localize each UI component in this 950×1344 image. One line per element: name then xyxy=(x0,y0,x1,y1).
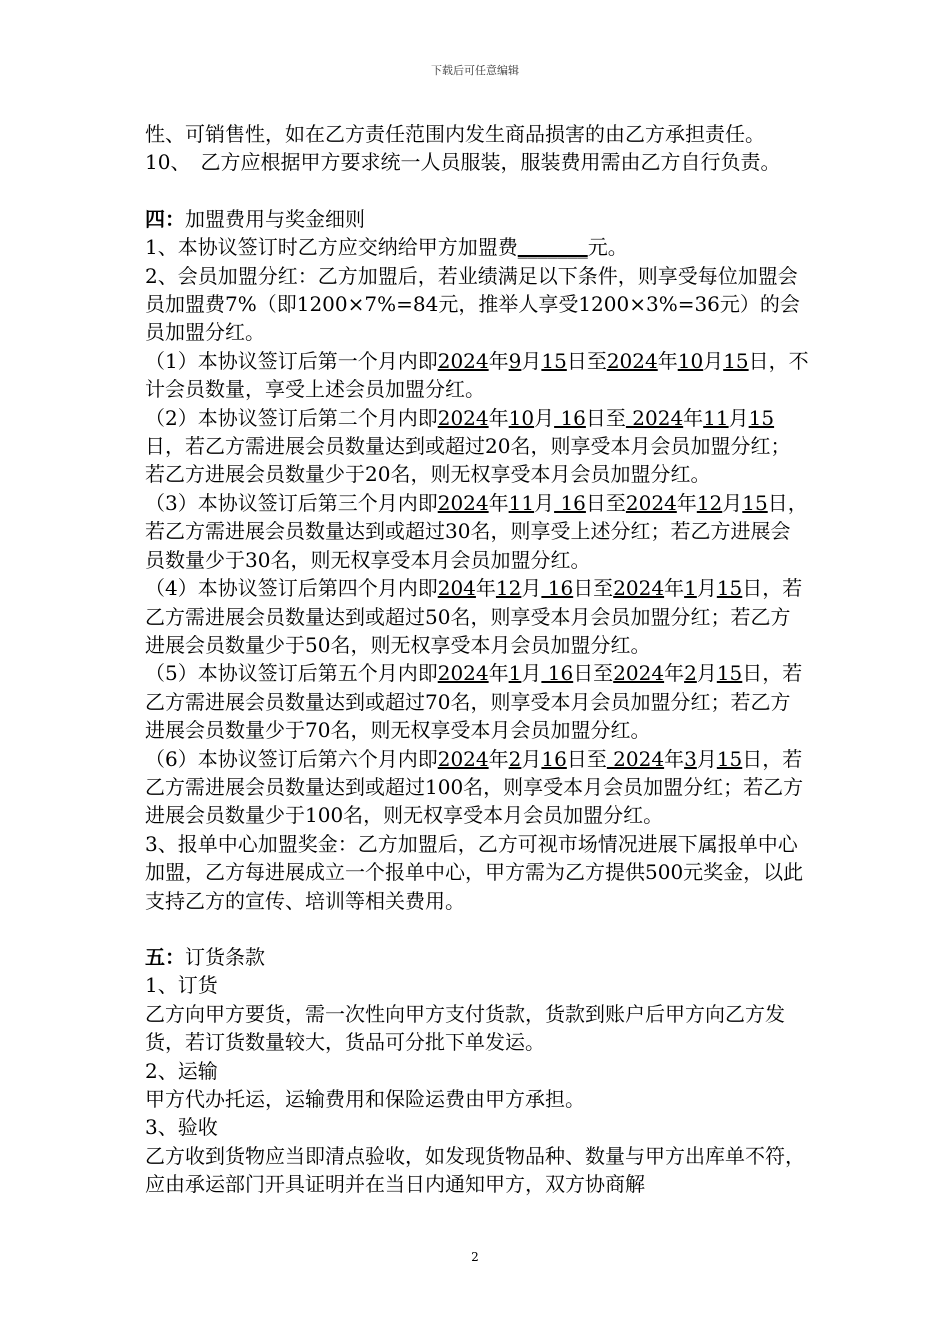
item-text: 月 xyxy=(534,490,555,515)
item-text: 日，若乙方需进展会员数量达到或超过50名，则享受本月会员加盟分红；若乙方进展会员数量少于50名，则无权享受本月会员加盟分红。 xyxy=(145,576,803,657)
date-field: 2024 xyxy=(437,405,489,430)
date-field: 16 xyxy=(554,405,586,430)
item-text: 日，不计会员数量，享受上述会员加盟分红。 xyxy=(145,348,809,402)
item-text: 年 xyxy=(488,746,509,771)
date-field: 12 xyxy=(696,490,723,515)
date-field: 15 xyxy=(748,405,775,430)
date-field: 2024 xyxy=(613,576,665,601)
date-field: 16 xyxy=(554,490,586,515)
item-text: 年 xyxy=(488,405,509,430)
item-text: 年 xyxy=(657,348,678,373)
item-text: 年 xyxy=(488,348,509,373)
item-text: 日至 xyxy=(585,405,626,430)
subheading: 2、运输 xyxy=(145,1058,218,1083)
date-field: 1 xyxy=(508,661,522,686)
item-text: （3）本协议签订后第三个月内即 xyxy=(145,490,438,515)
subheading: 3、验收 xyxy=(145,1115,218,1140)
item-text: 日，若乙方需进展会员数量达到或超过30名，则享受上述分红；若乙方进展会员数量少于30名，则无权享受本月会员加盟分红。 xyxy=(145,490,808,572)
item-text: 月 xyxy=(696,746,717,771)
item-text: （1）本协议签订后第一个月内即 xyxy=(145,348,438,373)
date-field: 2024 xyxy=(437,746,489,771)
date-field: 204 xyxy=(437,576,476,601)
date-field: 10 xyxy=(508,405,535,430)
list-item xyxy=(145,745,810,830)
item-text: 日至 xyxy=(566,348,607,373)
page-number: 2 xyxy=(471,1250,479,1264)
fill-blank: _______ xyxy=(517,235,588,260)
date-field: 2024 xyxy=(437,661,489,686)
date-field: 12 xyxy=(495,576,522,601)
section-number: 五： xyxy=(145,944,185,969)
item-text: 日至 xyxy=(573,576,614,601)
date-field: 2 xyxy=(508,746,522,771)
item-text: 月 xyxy=(696,661,717,686)
section-number: 四： xyxy=(145,206,185,231)
clause-4-3: 3、报单中心加盟奖金：乙方加盟后，乙方可视市场情况进展下属报单中心加盟，乙方每进展成立一个报单中心，甲方需为乙方提供500元奖金，以此支持乙方的宣传、培训等相关费用。 xyxy=(145,831,804,913)
date-field: 2 xyxy=(684,661,697,686)
date-field: 9 xyxy=(508,348,522,373)
item-text: 年 xyxy=(683,405,704,430)
date-field: 15 xyxy=(716,576,743,601)
item-text: （2）本协议签订后第二个月内即 xyxy=(145,405,438,430)
list-item xyxy=(145,489,810,574)
section-title: 订货条款 xyxy=(185,944,265,969)
paragraph: 甲方代办托运，运输费用和保险运费由甲方承担。 xyxy=(145,1087,585,1111)
date-field: 2024 xyxy=(606,348,658,373)
item-text: 月 xyxy=(722,490,743,515)
date-field: 11 xyxy=(508,490,535,515)
date-field: 15 xyxy=(716,746,743,771)
clause-4-1 xyxy=(145,233,810,261)
date-field: 2024 xyxy=(625,490,677,515)
paragraph: 乙方向甲方要货，需一次性向甲方支付货款，货款到账户后甲方向乙方发货，若订货数量较大，货品可分批下单发运。 xyxy=(145,1001,785,1055)
item-text: 年 xyxy=(488,661,509,686)
item-text: 年 xyxy=(664,746,685,771)
section-heading-4 xyxy=(145,205,810,233)
date-field: 2024 xyxy=(606,746,665,771)
date-field: 2024 xyxy=(613,661,665,686)
date-field: 15 xyxy=(716,661,743,686)
list-item xyxy=(145,347,810,404)
item-text: 年 xyxy=(488,490,509,515)
date-field: 3 xyxy=(684,746,697,771)
clause-text: 元。 xyxy=(587,235,628,260)
dividend-conditions-list xyxy=(145,347,810,830)
paragraph: 性、可销售性，如在乙方责任范围内发生商品损害的由乙方承担责任。 xyxy=(145,122,765,146)
page-header: 下载后可任意编辑 xyxy=(431,64,519,77)
item-text: 日，若乙方需进展会员数量达到或超过70名，则享受本月会员加盟分红；若乙方进展会员数量少于70名，则无权享受本月会员加盟分红。 xyxy=(145,661,803,743)
list-item xyxy=(145,404,810,489)
item-text: 日至 xyxy=(585,490,626,515)
section-title: 加盟费用与奖金细则 xyxy=(185,206,365,231)
clause-text: 1、本协议签订时乙方应交纳给甲方加盟费 xyxy=(145,235,518,260)
date-field: 15 xyxy=(723,348,749,373)
list-item xyxy=(145,659,810,744)
date-field: 16 xyxy=(541,661,574,686)
item-text: 月 xyxy=(521,661,542,686)
item-text: （6）本协议签订后第六个月内即 xyxy=(145,746,438,771)
date-field: 2024 xyxy=(437,348,489,373)
date-field: 10 xyxy=(677,348,704,373)
item-text: 月 xyxy=(521,348,542,373)
item-text: 月 xyxy=(703,348,724,373)
clause-4-2: 2、会员加盟分红：乙方加盟后，若业绩满足以下条件，则享受每位加盟会员加盟费7%（即1200×7%=84元，推举人享受1200×3%=36元）的会员加盟分红。 xyxy=(145,263,800,345)
item-text: 年 xyxy=(676,490,697,515)
item-text: 月 xyxy=(534,405,555,430)
date-field: 2024 xyxy=(437,490,489,515)
item-text: 日至 xyxy=(566,746,607,771)
document-body xyxy=(145,120,810,1199)
item-text: 月 xyxy=(728,405,749,430)
item-text: 月 xyxy=(521,746,542,771)
item-text: 年 xyxy=(475,576,496,601)
date-field: 15 xyxy=(541,348,567,373)
date-field: 2024 xyxy=(625,405,684,430)
date-field: 15 xyxy=(742,490,768,515)
paragraph: 10、 乙方应根据甲方要求统一人员服装，服装费用需由乙方自行负责。 xyxy=(145,150,781,175)
list-item xyxy=(145,574,810,659)
date-field: 1 xyxy=(684,576,697,601)
date-field: 11 xyxy=(703,405,729,430)
item-text: 日至 xyxy=(573,661,614,686)
item-text: （5）本协议签订后第五个月内即 xyxy=(145,661,438,686)
item-text: 日，若乙方需进展会员数量达到或超过20名，则享受本月会员加盟分红；若乙方进展会员数量少于20名，则无权享受本月会员加盟分红。 xyxy=(145,434,791,487)
paragraph: 乙方收到货物应当即清点验收，如发现货物品种、数量与甲方出库单不符，应由承运部门开具证明并在当日内通知甲方，双方协商解 xyxy=(145,1143,805,1197)
date-field: 16 xyxy=(541,576,574,601)
section-heading-5 xyxy=(145,943,810,971)
item-text: 日，若乙方需进展会员数量达到或超过100名，则享受本月会员加盟分红；若乙方进展会员数量少于100名，则无权享受本月会员加盟分红。 xyxy=(145,746,804,828)
item-text: （4）本协议签订后第四个月内即 xyxy=(145,576,438,601)
item-text: 年 xyxy=(664,576,685,601)
date-field: 16 xyxy=(541,746,567,771)
item-text: 年 xyxy=(664,661,685,686)
item-text: 月 xyxy=(696,576,717,601)
item-text: 月 xyxy=(521,576,542,601)
subheading: 1、订货 xyxy=(145,973,218,998)
